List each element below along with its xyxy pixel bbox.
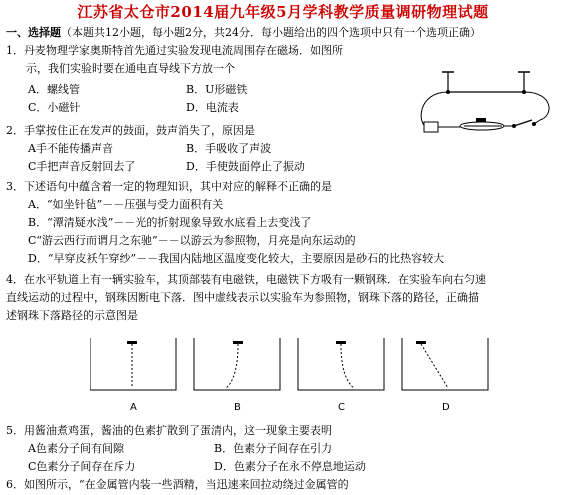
section-instructions: （本题共12小题，每小题2分，共24分．每小题给出的四个选项中只有一个选项正确） xyxy=(61,26,481,39)
q4-number: 4． xyxy=(6,273,24,286)
q3-option-d: D．“早穿皮袄午穿纱”－－我国内陆地区温度变化较大，主要原因是砂石的比热容较大 xyxy=(28,252,445,265)
q6-number: 6． xyxy=(6,478,24,491)
q4-stem-text: 在水平轨道上有一辆实验车，其顶部装有电磁铁，电磁铁下方吸有一颗钢珠．在实验车向右匀速 xyxy=(24,273,486,286)
q3-number: 3． xyxy=(6,180,24,193)
q5-option-a: A色素分子间有间隙 xyxy=(28,442,124,455)
q1-option-c: C．小磁针 xyxy=(28,101,81,114)
q4-label-d: D xyxy=(442,402,450,413)
q3-option-b: B．“潭清疑水浅”－－光的折射现象导致水底看上去变浅了 xyxy=(28,216,312,229)
q5-stem-text: 用酱油煮鸡蛋，酱油的色素扩散到了蛋清内，这一现象主要表明 xyxy=(24,424,332,437)
q3-stem-text: 下述语句中蕴含着一定的物理知识，其中对应的解释不正确的是 xyxy=(24,180,332,193)
section-heading: 一、选择题 xyxy=(6,26,61,39)
q5-stem xyxy=(6,424,332,438)
section-header xyxy=(6,26,481,40)
q4-figure-a xyxy=(90,338,176,413)
q1-number: 1． xyxy=(6,44,24,57)
q4-stem-line2: 直线运动的过程中，钢珠因断电下落．图中虚线表示以实验车为参照物，钢珠下落的路径，正确描 xyxy=(6,291,479,304)
q1-stem-line2: 示，我们实验时要在通电直导线下方放一个 xyxy=(26,62,235,75)
q6-stem-text: 如图所示，“在金属管内装一些酒精，当迅速来回拉动绕过金属管的 xyxy=(24,478,349,491)
q2-option-a: A手不能传播声音 xyxy=(28,142,113,155)
q1-stem-line1 xyxy=(6,44,343,58)
q5-option-c: C色素分子间存在斥力 xyxy=(28,460,136,473)
q4-figures xyxy=(90,338,490,416)
q4-label-c: C xyxy=(338,402,345,413)
q2-option-d: D．手使鼓面停止了振动 xyxy=(186,160,305,173)
q1-option-a: A．螺线管 xyxy=(28,83,80,96)
exam-title: 江苏省太仓市2014届九年级5月学科教学质量调研物理试题 xyxy=(77,3,489,21)
q4-figure-d xyxy=(402,338,488,413)
q6-stem xyxy=(6,478,349,492)
q4-figure-b xyxy=(194,338,280,413)
q2-number: 2． xyxy=(6,124,24,137)
q1-option-b: B．U形磁铁 xyxy=(186,83,248,96)
q4-figure-c xyxy=(298,338,384,413)
q1-stem-text: 丹麦物理学家奥斯特首先通过实验发现电流周围存在磁场．如图所 xyxy=(24,44,343,57)
q5-option-d: D．色素分子在永不停息地运动 xyxy=(214,460,366,473)
q4-label-a: A xyxy=(130,402,137,413)
q4-label-b: B xyxy=(234,402,241,413)
q2-stem-text: 手掌按住正在发声的鼓面，鼓声消失了，原因是 xyxy=(24,124,255,137)
q2-stem xyxy=(6,124,255,138)
q5-number: 5． xyxy=(6,424,24,437)
q2-option-c: C手把声音反射回去了 xyxy=(28,160,136,173)
q3-option-c: C“游云西行而谓月之东驰”－－以游云为参照物，月亮是向东运动的 xyxy=(28,234,356,247)
q4-stem-line3: 述钢珠下落路径的示意图是 xyxy=(6,309,138,322)
q4-stem-line1 xyxy=(6,273,486,287)
q1-option-d: D．电流表 xyxy=(186,101,239,114)
q2-option-b: B．手吸收了声波 xyxy=(186,142,272,155)
q5-option-b: B．色素分子间存在引力 xyxy=(214,442,333,455)
q3-option-a: A．“如坐针毡”－－压强与受力面积有关 xyxy=(28,198,224,211)
oersted-experiment-figure xyxy=(412,68,560,140)
q3-stem xyxy=(6,180,332,194)
